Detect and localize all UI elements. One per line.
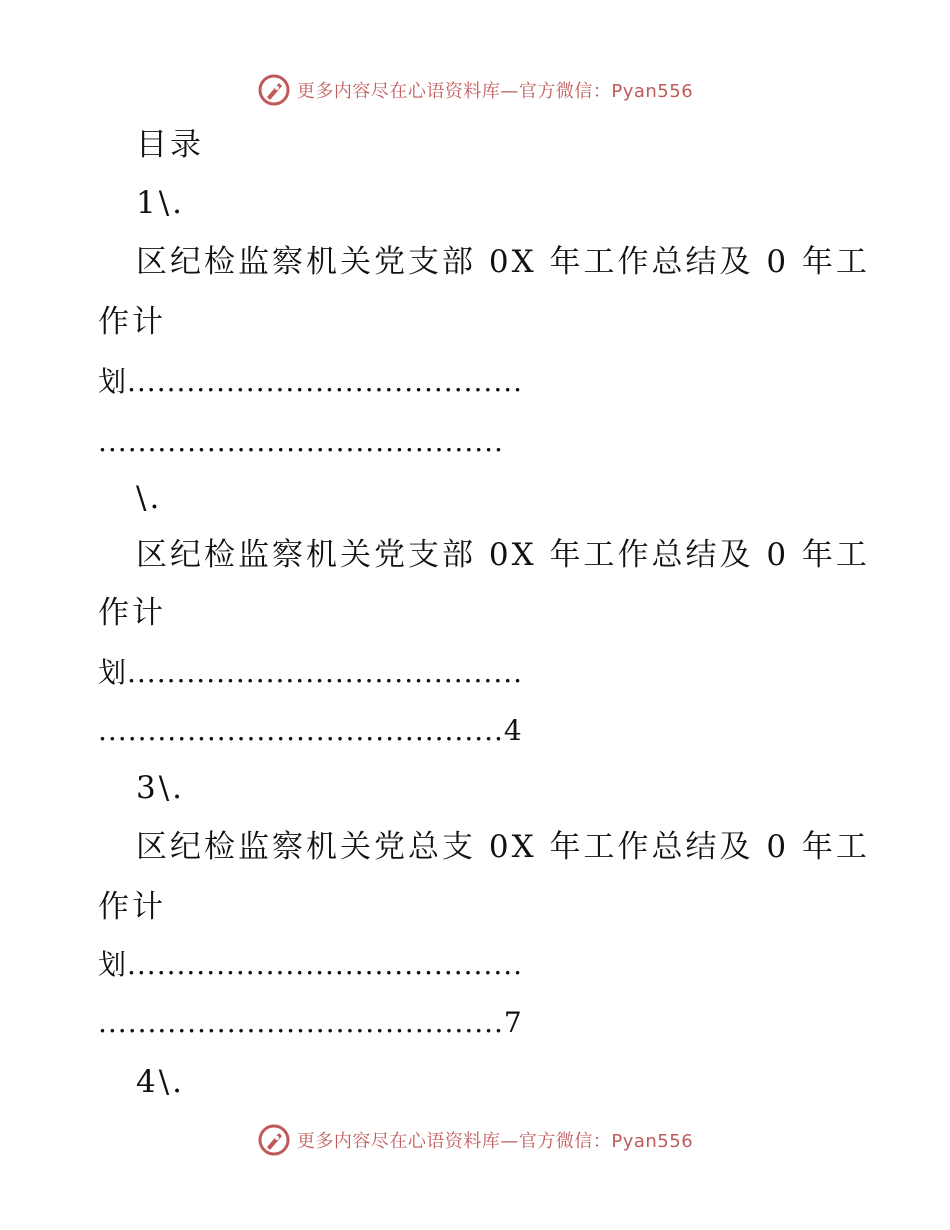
toc-entry-title-cont: 作计 xyxy=(98,304,166,340)
toc-entry-title: 区纪检监察机关党支部 0X 年工作总结及 0 年工 xyxy=(136,244,870,280)
pen-nib-logo-icon xyxy=(257,1123,291,1157)
header-banner-text: 更多内容尽在心语资料库—官方微信：Pyan556 xyxy=(296,81,694,102)
toc-entry-leader: 划........................................ xyxy=(98,948,524,981)
toc-entry-leader: 划........................................ xyxy=(98,656,524,689)
toc-entry-title-cont: 作计 xyxy=(98,595,166,631)
toc-entry-number: \. xyxy=(136,480,163,516)
toc-entry-leader-cont: .........................................7 xyxy=(98,1006,523,1039)
toc-entry-number: 3\. xyxy=(136,770,186,806)
toc-entry-title: 区纪检监察机关党总支 0X 年工作总结及 0 年工 xyxy=(136,829,870,865)
footer-banner-text: 更多内容尽在心语资料库—官方微信：Pyan556 xyxy=(296,1131,694,1152)
toc-entry-leader-cont: .........................................4 xyxy=(98,714,523,747)
toc-entry-title-cont: 作计 xyxy=(98,889,166,925)
header-banner xyxy=(0,70,950,110)
footer-banner xyxy=(0,1120,950,1160)
toc-heading: 目录 xyxy=(136,127,204,163)
toc-entry-number: 1\. xyxy=(136,185,186,221)
toc-entry-number: 4\. xyxy=(136,1064,186,1100)
pen-nib-logo-icon xyxy=(257,73,291,107)
toc-entry-leader-cont: ......................................... xyxy=(98,425,504,458)
toc-entry-title: 区纪检监察机关党支部 0X 年工作总结及 0 年工 xyxy=(136,537,870,573)
toc-entry-leader: 划........................................ xyxy=(98,365,524,398)
